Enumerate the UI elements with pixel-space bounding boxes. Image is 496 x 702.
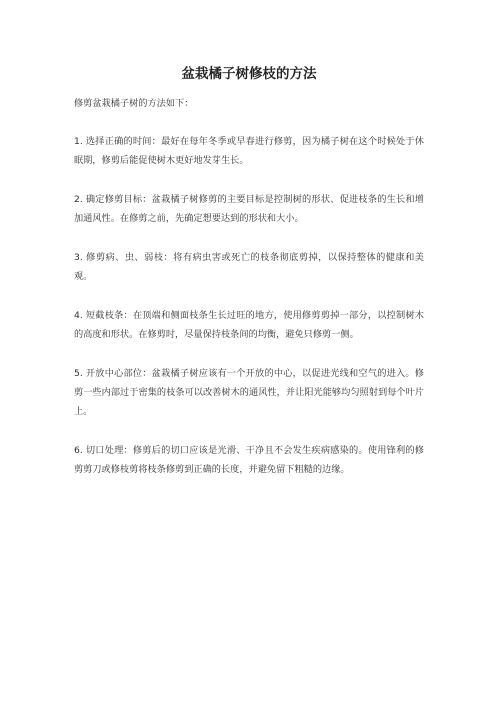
- intro-text: 修剪盆栽橘子树的方法如下：: [74, 98, 194, 109]
- list-item-6: 6. 切口处理：修剪后的切口应该是光滑、干净且不会发生疾病感染的。使用锋利的修剪剪刀或修枝剪将枝条修剪到正确的长度，并避免留下粗糙的边缘。: [74, 445, 424, 475]
- list-item-2: 2. 确定修剪目标：盆栽橘子树修剪的主要目标是控制树的形状、促进枝条的生长和增加通风性。在修剪之前，先确定想要达到的形状和大小。: [74, 194, 424, 224]
- list-item-3: 3. 修剪病、虫、弱枝：将有病虫害或死亡的枝条彻底剪掉，以保持整体的健康和美观。: [74, 252, 424, 282]
- list-item-4: 4. 短截枝条：在顶端和侧面枝条生长过旺的地方，使用修剪剪掉一部分，以控制树木的高度和形状。在修剪时，尽量保持枝条间的均衡，避免只修剪一侧。: [74, 310, 424, 340]
- list-item-5: 5. 开放中心部位：盆栽橘子树应该有一个开放的中心，以促进光线和空气的进入。修剪一些内部过于密集的枝条可以改善树木的通风性，并让阳光能够均匀照射到每个叶片上。: [74, 368, 424, 417]
- list-item-1: 1. 选择正确的时间：最好在每年冬季或早春进行修剪，因为橘子树在这个时候处于休眠期，修剪后能促使树木更好地发芽生长。: [74, 136, 424, 166]
- document-title: 盆栽橘子树修枝的方法: [181, 66, 317, 82]
